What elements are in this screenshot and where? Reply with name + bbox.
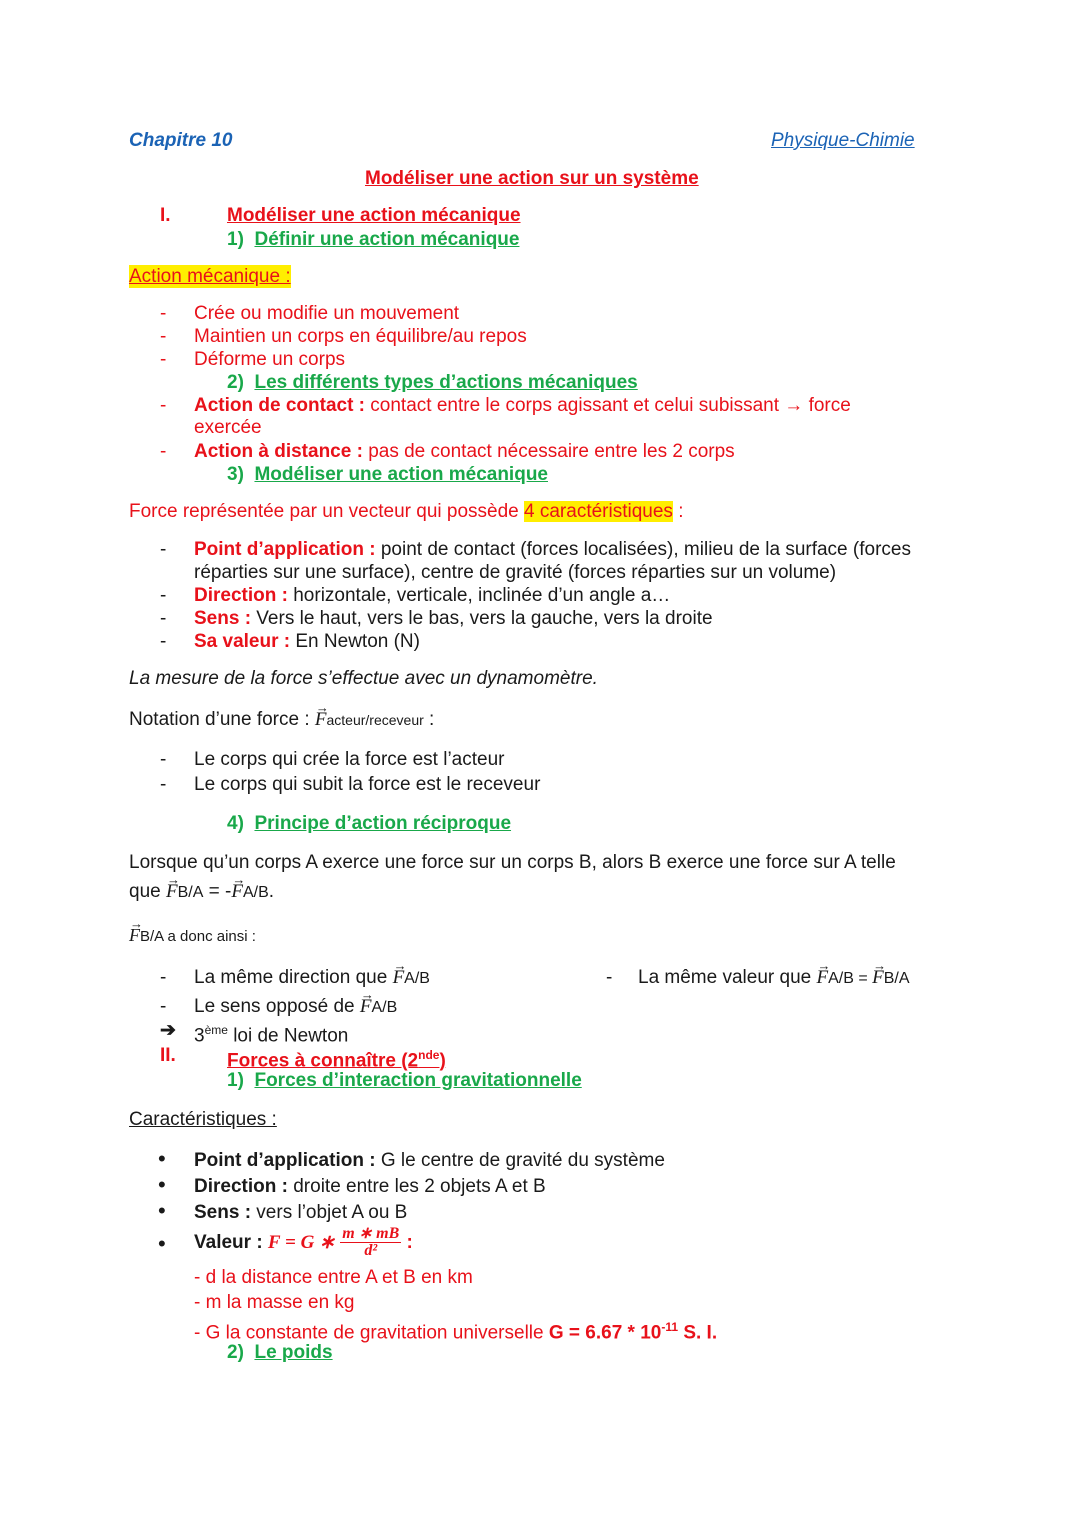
measure-note: La mesure de la force s’effectue avec un dynamomètre. [129,668,598,689]
exponent: -11 [661,1320,679,1334]
subsection-number: 4) [227,813,244,834]
force-vector: → F [872,966,884,989]
def-m: - m la masse en kg [194,1292,355,1313]
dash: - [160,349,167,370]
label: Action à distance : [194,441,363,462]
section-2-number: II. [160,1045,176,1066]
opposite-sens [194,995,397,1019]
action-mecanique-label: Action mécanique : [129,266,291,287]
grav-valeur [194,1225,413,1261]
subsection-title: Modéliser une action mécanique [254,464,548,485]
text: horizontale, verticale, inclinée d’un angle a… [287,585,671,606]
subscript: A/B [828,970,854,987]
text: G le centre de gravité du système [375,1150,665,1171]
text: droite entre les 2 objets A et B [287,1176,546,1197]
text-end: : [423,709,435,730]
subscript: A/B [371,999,398,1016]
text: - G la constante de gravitation universelle [194,1322,549,1344]
subsection-2-1 [227,1069,582,1092]
numerator: m ∗ mB [342,1225,400,1243]
notation-line [129,708,434,732]
dot: . [268,881,275,902]
arrow-icon: ➔ [160,1020,176,1041]
superscript: ème [204,1023,228,1037]
text: Force représentée par un vecteur qui possède [129,501,525,522]
force-vector: → F [393,966,405,989]
chapter-label: Chapitre 10 [129,130,233,151]
dash: - [160,326,167,347]
characteristic-point [194,538,911,561]
highlight: 4 caractéristiques [524,501,673,522]
label: Point d’application : [194,1150,376,1171]
characteristic-point-cont: réparties sur une surface), centre de gravité (forces réparties sur un volume) [194,562,837,583]
bullet: • [158,1172,166,1197]
subsection-title: Définir une action mécanique [254,229,520,250]
label: Sens : [194,608,252,629]
characteristic-sens [194,607,713,630]
reciproque-line-2 [129,880,274,904]
label: Sens : [194,1202,252,1223]
text: que [129,881,166,902]
superscript: nde [418,1048,440,1062]
g-unit: S. I. [678,1322,718,1344]
text: La même valeur que [638,967,817,988]
bullet: • [158,1198,166,1223]
list-item: Crée ou modifie un mouvement [194,303,460,324]
formula-fraction [340,1226,401,1259]
subject-label: Physique-Chimie [771,130,915,151]
dash: - [160,996,167,1017]
force-vector: → F [166,880,178,903]
subsection-number: 3) [227,464,244,485]
subscript: acteur/receveur [326,712,424,728]
list-item: Le corps qui crée la force est l’acteur [194,749,505,770]
equals: = [853,970,873,987]
denominator: d² [364,1242,378,1260]
action-distance [194,440,735,463]
caracteristiques-label: Caractéristiques : [129,1109,277,1130]
force-intro [129,500,683,523]
subsection-1-3 [227,463,548,486]
section-1-title: Modéliser une action mécanique [227,205,521,226]
subsection-title: Principe d’action réciproque [254,813,512,834]
formula-end: : [401,1232,413,1253]
subsection-title: Le poids [254,1342,333,1363]
subscript: A/B [404,970,430,987]
grav-point [194,1149,665,1172]
dash: - [606,967,613,988]
page-title: Modéliser une action sur un système [365,168,699,189]
force-vector: → F [315,708,327,731]
text: Forces à connaître (2 [227,1050,419,1072]
list-item: Le corps qui subit la force est le receveur [194,774,541,795]
list-item: Déforme un corps [194,349,346,370]
text: La même direction que [194,967,393,988]
text: 3 [194,1025,205,1047]
text: vers l’objet A ou B [251,1202,408,1223]
force-vector: → F [817,966,829,989]
subsection-title: Forces d’interaction gravitationnelle [254,1070,582,1091]
text-end: loi de Newton [227,1025,349,1047]
subsection-1-1 [227,228,519,251]
text: contact entre le corps agissant et celui subissant → force [365,395,851,416]
dash: - [160,967,167,988]
force-vector: → F [231,880,243,903]
subsection-1-2 [227,371,638,394]
label: Valeur : [194,1232,268,1253]
label: Direction : [194,1176,288,1197]
dash: - [160,539,167,560]
text: Le sens opposé de [194,996,360,1017]
dash: - [160,608,167,629]
dash: - [160,774,167,795]
text: point de contact (forces localisées), milieu de la surface (forces [375,539,911,560]
same-value [638,966,910,990]
subsection-number: 1) [227,1070,244,1091]
reciproque-line-1: Lorsque qu’un corps A exerce une force sur un corps B, alors B exerce une force sur A telle [129,852,896,873]
subscript: A/B [242,884,269,901]
subsection-title: Les différents types d’actions mécaniques [254,372,638,393]
subscript: B/A [883,970,910,987]
subsection-1-4 [227,812,511,835]
grav-direction [194,1175,546,1198]
text: En Newton (N) [290,631,420,652]
text-end: : [672,501,684,522]
characteristic-valeur [194,630,420,653]
def-d: - d la distance entre A et B en km [194,1267,473,1288]
text: a donc ainsi : [163,928,256,945]
list-item: Maintien un corps en équilibre/au repos [194,326,527,347]
dash: - [160,631,167,652]
characteristic-direction [194,584,670,607]
label: Action de contact : [194,395,366,416]
text: Vers le haut, vers le bas, vers la gauche, vers la droite [251,608,713,629]
dash: - [160,303,167,324]
subsection-2-2 [227,1341,333,1364]
grav-sens [194,1201,407,1224]
bullet: • [158,1231,166,1256]
equals: = - [203,881,232,902]
dash: - [160,749,167,770]
action-contact [194,394,851,417]
g-value: G = 6.67 * 10 [548,1322,662,1344]
subscript: B/A [177,884,204,901]
label: Point d’application : [194,539,376,560]
text: Notation d’une force : [129,709,315,730]
force-vector: → F [360,995,372,1018]
bullet: • [158,1146,166,1171]
subsection-number: 2) [227,372,244,393]
label: Direction : [194,585,288,606]
dash: - [160,585,167,606]
text: pas de contact nécessaire entre les 2 corps [362,441,735,462]
text-end: ) [439,1050,446,1072]
force-vector: → F [129,924,140,947]
section-1-number: I. [160,205,171,226]
formula-left: F = G ∗ [267,1232,335,1253]
subsection-number: 2) [227,1342,244,1363]
dash: - [160,441,167,462]
subsection-number: 1) [227,229,244,250]
dash: - [160,395,167,416]
action-contact-cont: exercée [194,417,262,438]
label: Sa valeur : [194,631,291,652]
donc-ainsi [129,924,256,948]
same-direction [194,966,430,990]
subscript: B/A [140,928,164,945]
